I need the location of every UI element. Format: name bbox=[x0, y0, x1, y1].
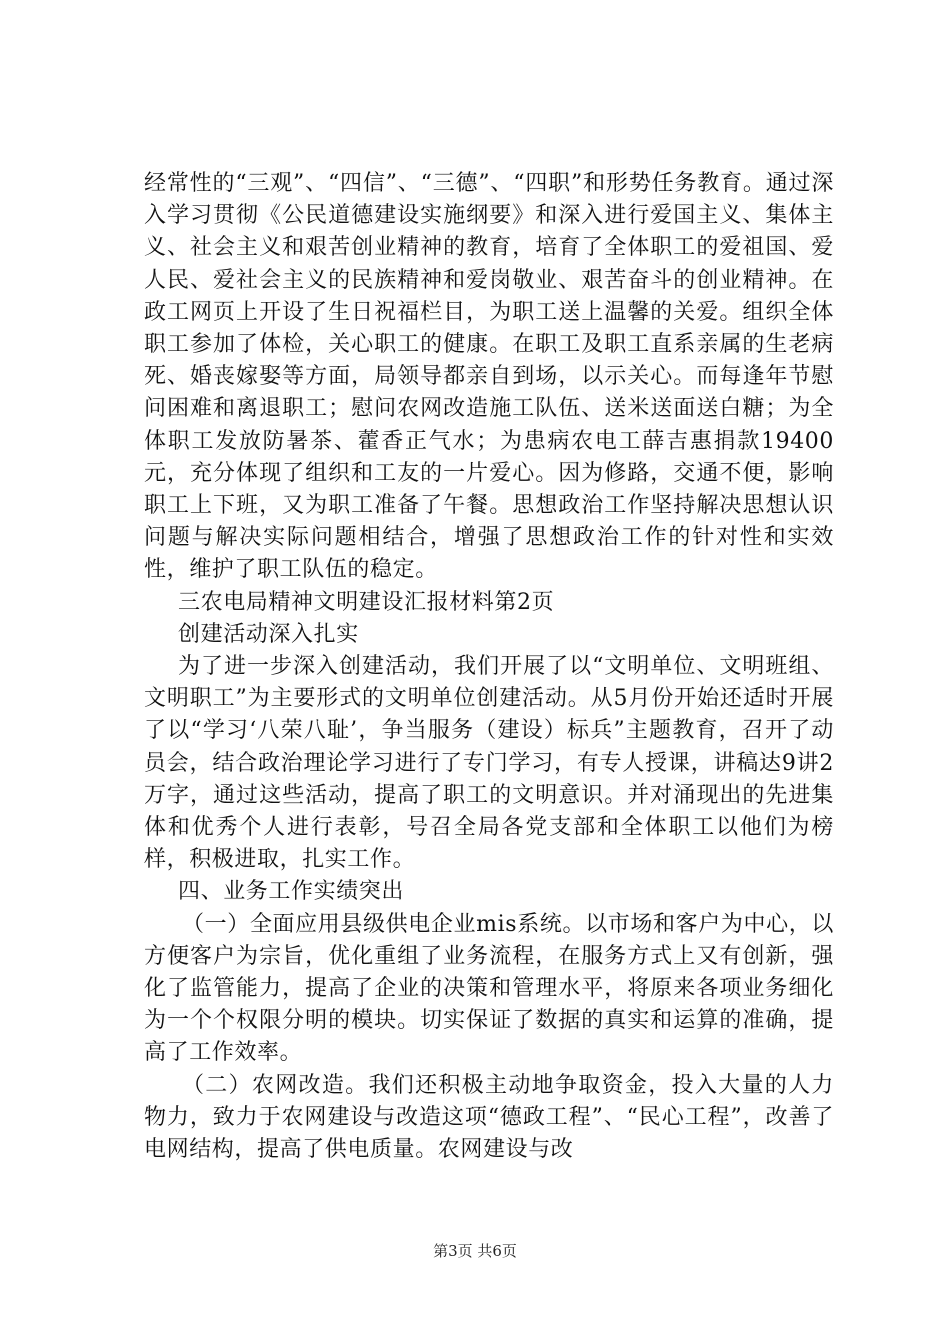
section-heading-business: 四、业务工作实绩突出 bbox=[178, 879, 405, 905]
page-number: 第3页 共6页 bbox=[433, 1242, 517, 1260]
page-footer bbox=[0, 1240, 950, 1261]
paragraph-5: （二）农网改造。我们还积极主动地争取资金，投入大量的人力物力，致力于农网建设与改造这项“德政工程”、“民心工程”，改善了电网结构，提高了供电质量。农网建设与改 bbox=[144, 1072, 834, 1163]
paragraph-2: 三农电局精神文明建设汇报材料第2页 bbox=[178, 589, 555, 615]
paragraph-4: （一）全面应用县级供电企业mis系统。以市场和客户为中心，以方便客户为宗旨，优化重组了业务流程，在服务方式上又有创新，强化了监管能力，提高了企业的决策和管理水平，将原来各项业务细化为一个个权限分明的模块。切实保证了数据的真实和运算的准确，提高了工作效率。 bbox=[144, 911, 834, 1066]
section-heading-create: 创建活动深入扎实 bbox=[178, 621, 359, 647]
paragraph-1: 经常性的“三观”、“四信”、“三德”、“四职”和形势任务教育。通过深入学习贯彻《公民道德建设实施纲要》和深入进行爱国主义、集体主义、社会主义和艰苦创业精神的教育，培育了全体职工的爱祖国、爱人民、爱社会主义的民族精神和爱岗敬业、艰苦奋斗的创业精神。在政工网页上开设了生日祝福栏目，为职工送上温馨的关爱。组织全体职工参加了体检，关心职工的健康。在职工及职工直系亲属的生老病死、婚丧嫁娶等方面，局领导都亲自到场，以示关心。而每逢年节慰问困难和离退职工；慰问农网改造施工队伍、送米送面送白糖；为全体职工发放防暑茶、藿香正气水；为患病农电工薛吉惠捐款19400元，充分体现了组织和工友的一片爱心。因为修路，交通不便，影响职工上下班，又为职工准备了午餐。思想政治工作坚持解决思想认识问题与解决实际问题相结合，增强了思想政治工作的针对性和实效性，维护了职工队伍的稳定。 bbox=[144, 171, 834, 583]
document-body bbox=[144, 168, 834, 1166]
paragraph-3: 为了进一步深入创建活动，我们开展了以“文明单位、文明班组、文明职工”为主要形式的文明单位创建活动。从5月份开始还适时开展了以“学习‘八荣八耻’，争当服务（建设）标兵”主题教育，召开了动员会，结合政治理论学习进行了专门学习，有专人授课，讲稿达9讲2万字，通过这些活动，提高了职工的文明意识。并对涌现出的先进集体和优秀个人进行表彰，号召全局各党支部和全体职工以他们为榜样，积极进取，扎实工作。 bbox=[144, 654, 834, 873]
